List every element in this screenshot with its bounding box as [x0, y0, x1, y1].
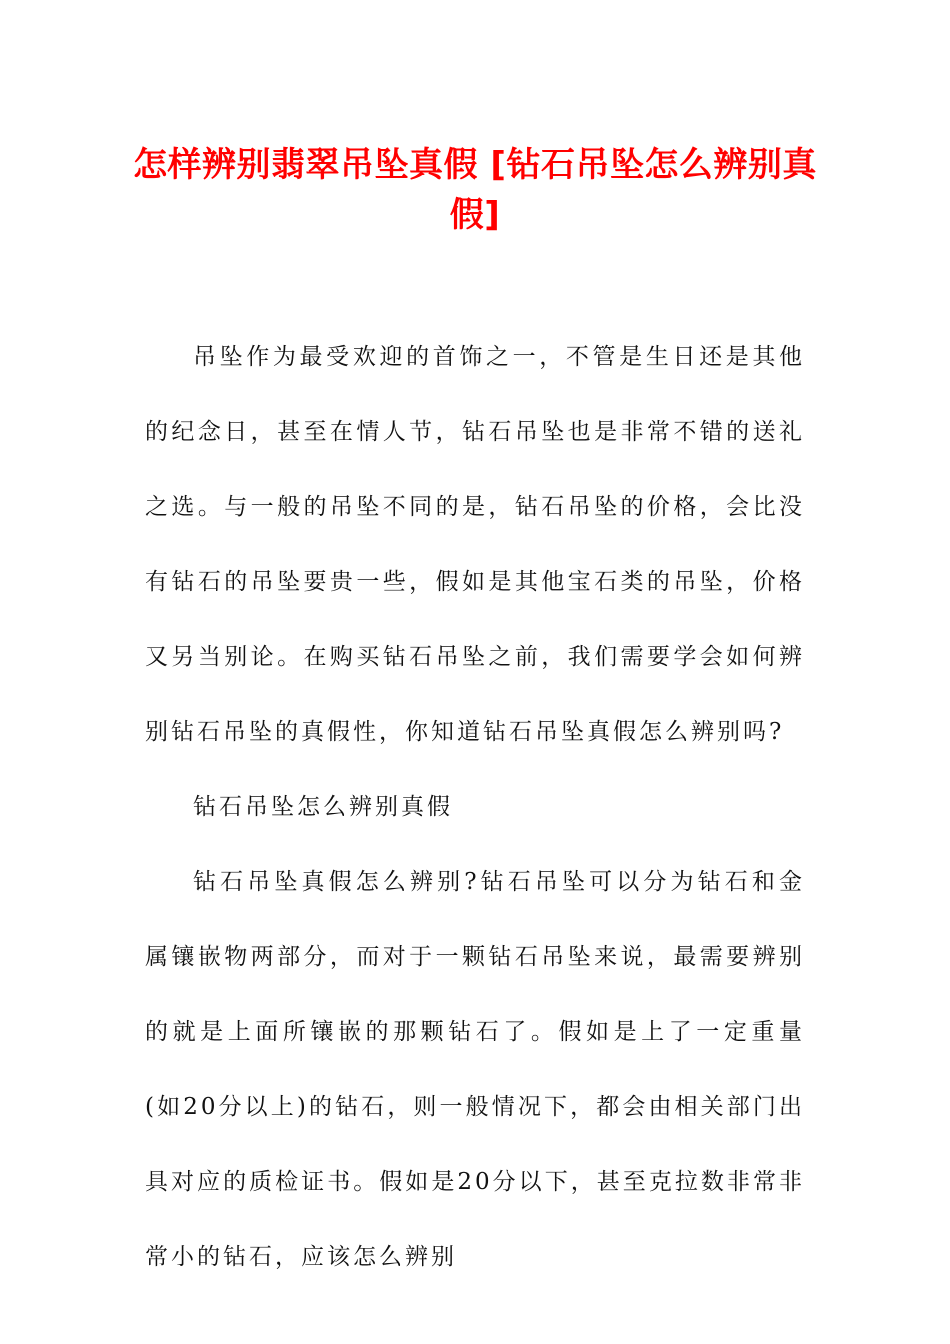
- section-heading: 钻石吊坠怎么辨别真假: [193, 794, 453, 820]
- paragraph-details: 钻石吊坠真假怎么辨别?钻石吊坠可以分为钻石和金属镶嵌物两部分，而对于一颗钻石吊坠来说，最需要辨别的就是上面所镶嵌的那颗钻石了。假如是上了一定重量(如20分以上)的钻石，则一般情况下，都会由相关部门出具对应的质检证书。假如是20分以下，甚至克拉数非常非常小的钻石，应该怎么辨别: [145, 869, 805, 1270]
- document-body: [145, 320, 805, 1295]
- paragraph-intro: 吊坠作为最受欢迎的首饰之一，不管是生日还是其他的纪念日，甚至在情人节，钻石吊坠也是非常不错的送礼之选。与一般的吊坠不同的是，钻石吊坠的价格，会比没有钻石的吊坠要贵一些，假如是其他宝石类的吊坠，价格又另当别论。在购买钻石吊坠之前，我们需要学会如何辨别钻石吊坠的真假性，你知道钻石吊坠真假怎么辨别吗?: [145, 344, 805, 745]
- document-title: 怎样辨别翡翠吊坠真假 [钻石吊坠怎么辨别真假]: [133, 145, 817, 235]
